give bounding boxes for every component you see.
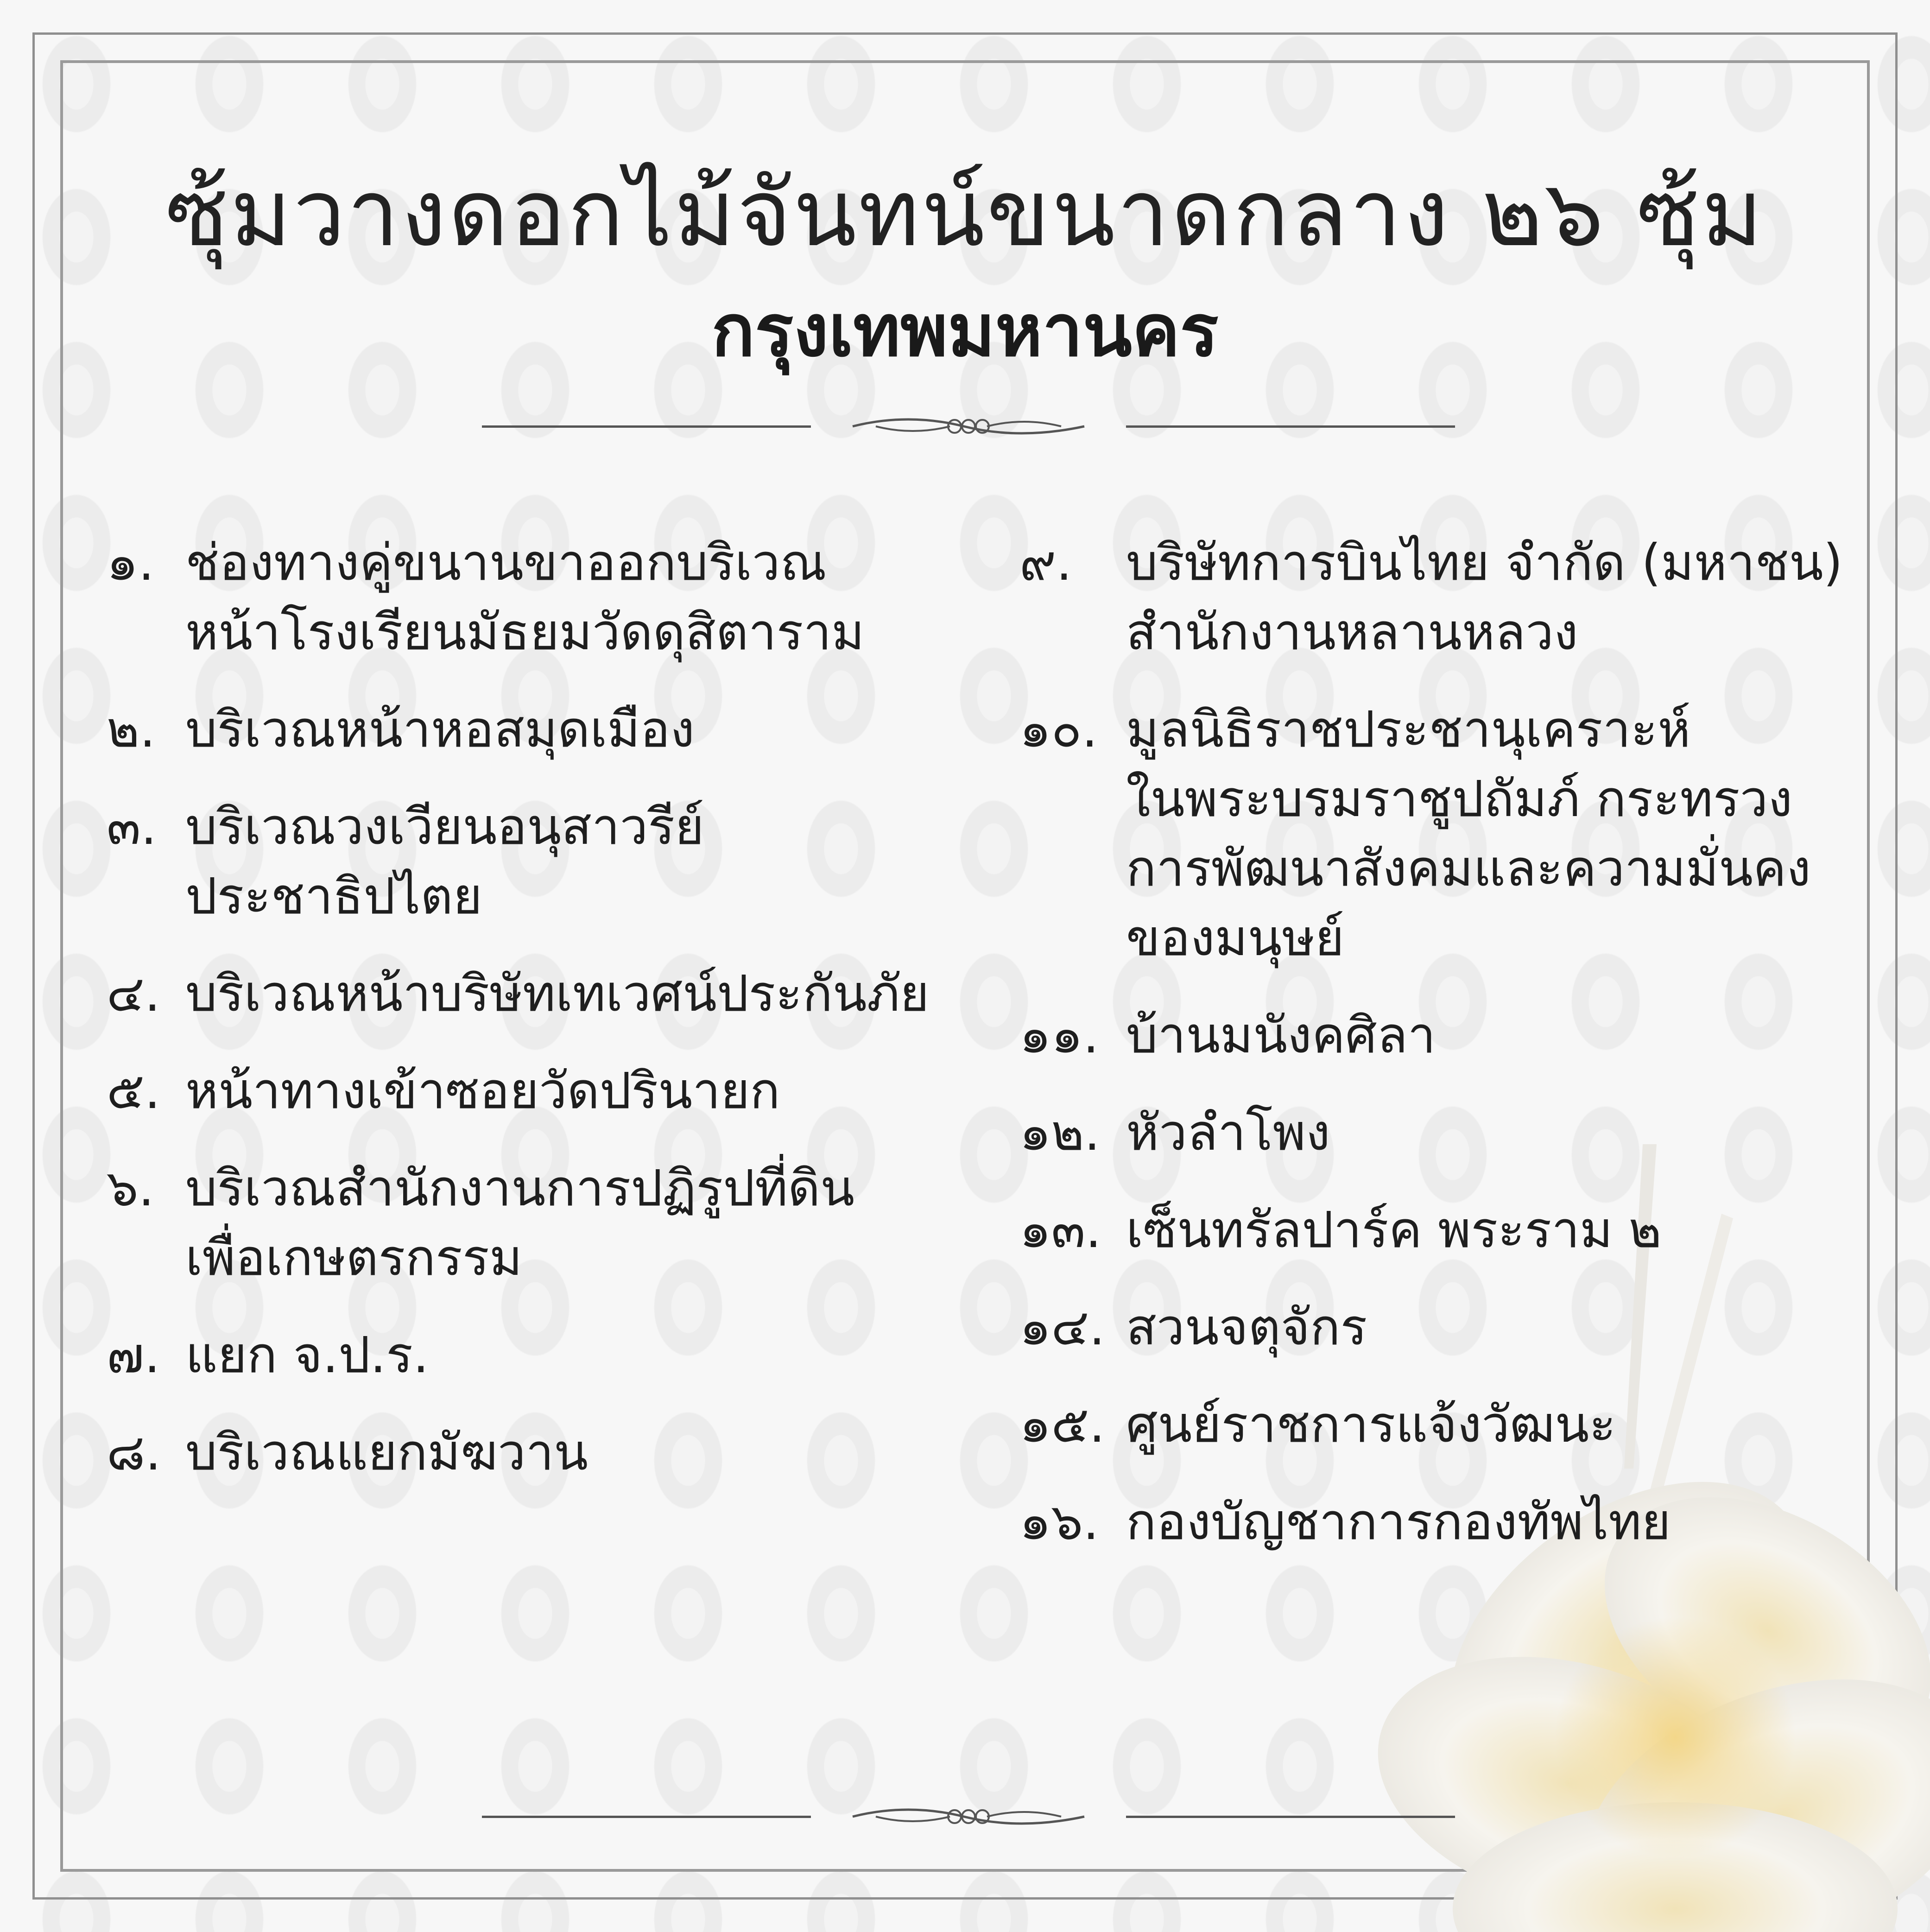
list-item <box>107 1418 929 1488</box>
item-line: สำนักงานหลานหลวง <box>1126 603 1578 661</box>
item-line: บริเวณวงเวียนอนุสาวรีย์ <box>185 798 704 856</box>
list-item <box>107 695 929 765</box>
item-line: ศูนย์ราชการแจ้งวัฒนะ <box>1126 1396 1616 1454</box>
list-item <box>1019 1293 1843 1362</box>
scroll-ornament-icon <box>848 1798 1089 1835</box>
item-number: ๕. <box>107 1062 161 1120</box>
list-item <box>107 528 929 667</box>
page-title: ซุ้มวางดอกไม้จันทน์ขนาดกลาง ๒๖ ซุ้ม <box>165 159 1765 267</box>
scroll-ornament-icon <box>848 408 1089 445</box>
item-text <box>1126 1390 1616 1460</box>
item-line: ในพระบรมราชูปถัมภ์ กระทรวง <box>1126 770 1793 828</box>
item-text <box>1126 1196 1662 1265</box>
list-item <box>1019 1196 1843 1265</box>
list-item <box>107 792 929 931</box>
item-line: หน้าโรงเรียนมัธยมวัดดุสิตาราม <box>185 603 865 661</box>
item-line: บริเวณสำนักงานการปฏิรูปที่ดิน <box>185 1159 855 1217</box>
list-item <box>107 1154 929 1293</box>
list-item <box>1019 528 1843 667</box>
list-item <box>107 1321 929 1390</box>
item-number: ๑๔. <box>1019 1299 1105 1356</box>
item-number: ๖. <box>107 1159 154 1217</box>
item-text <box>185 1154 854 1293</box>
item-text <box>1126 1098 1330 1168</box>
item-line: หัวลำโพง <box>1126 1104 1330 1162</box>
item-line: บ้านมนังคศิลา <box>1126 1007 1436 1064</box>
list-item <box>107 959 929 1029</box>
item-text <box>1126 528 1843 667</box>
item-number: ๑๖. <box>1019 1493 1099 1551</box>
item-text <box>185 1321 429 1390</box>
item-number: ๑๒. <box>1019 1104 1101 1162</box>
item-line: การพัฒนาสังคมและความมั่นคง <box>1126 840 1811 898</box>
list-item <box>1019 1098 1843 1168</box>
item-text <box>185 695 695 765</box>
item-text <box>185 528 865 667</box>
list-item <box>1019 1001 1843 1071</box>
item-text <box>1126 695 1811 973</box>
item-number: ๑๑. <box>1019 1007 1099 1064</box>
item-number: ๑๐. <box>1019 701 1098 759</box>
item-number: ๑๓. <box>1019 1201 1101 1259</box>
item-line: มูลนิธิราชประชานุเคราะห์ <box>1126 701 1691 759</box>
item-text <box>185 792 704 931</box>
item-number: ๒. <box>107 701 156 759</box>
item-line: บริเวณหน้าบริษัทเทเวศน์ประกันภัย <box>185 965 930 1023</box>
right-column <box>1019 528 1843 1585</box>
item-number: ๑๕. <box>1019 1396 1105 1454</box>
item-line: หน้าทางเข้าซอยวัดปรินายก <box>185 1062 780 1120</box>
item-text <box>1126 1001 1436 1071</box>
item-number: ๑. <box>107 534 154 592</box>
item-line: เพื่อเกษตรกรรม <box>185 1229 523 1287</box>
item-line: เซ็นทรัลปาร์ค พระราม ๒ <box>1126 1201 1662 1259</box>
list-item <box>1019 1390 1843 1460</box>
item-number: ๙. <box>1019 534 1072 592</box>
item-number: ๓. <box>107 798 157 856</box>
item-line: ของมนุษย์ <box>1126 909 1344 967</box>
item-text <box>185 1057 780 1126</box>
list-item <box>107 1057 929 1126</box>
item-number: ๘. <box>107 1424 161 1482</box>
item-number: ๗. <box>107 1326 160 1384</box>
item-text <box>1126 1488 1671 1557</box>
page-subtitle: กรุงเทพมหานคร <box>711 289 1219 373</box>
item-text <box>185 1418 588 1488</box>
item-line: กองบัญชาการกองทัพไทย <box>1126 1493 1671 1551</box>
item-line: บริษัทการบินไทย จำกัด (มหาชน) <box>1126 534 1843 592</box>
left-column <box>107 528 929 1515</box>
item-line: บริเวณแยกมัฆวาน <box>185 1424 588 1482</box>
item-text <box>1126 1293 1367 1362</box>
item-text <box>185 959 929 1029</box>
top-ornament-divider <box>482 408 1455 445</box>
item-line: บริเวณหน้าหอสมุดเมือง <box>185 701 695 759</box>
bottom-ornament-divider <box>482 1798 1455 1835</box>
item-line: ช่องทางคู่ขนานขาออกบริเวณ <box>185 534 827 592</box>
list-item <box>1019 1488 1843 1557</box>
item-line: สวนจตุจักร <box>1126 1299 1367 1356</box>
item-line: ประชาธิปไตย <box>185 868 482 925</box>
list-item <box>1019 695 1843 973</box>
item-line: แยก จ.ป.ร. <box>185 1326 429 1384</box>
item-number: ๔. <box>107 965 161 1023</box>
